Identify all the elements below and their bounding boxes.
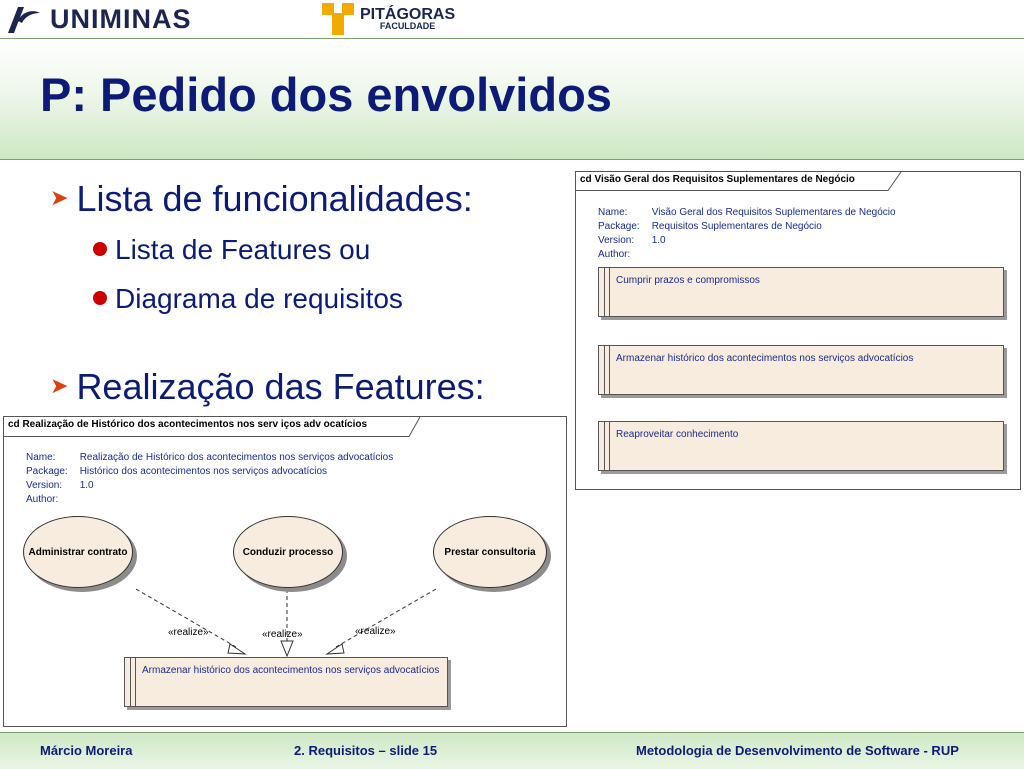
meta-key: Author: [598,249,631,260]
footer-course: Metodologia de Desenvolvimento de Software - RUP [636,743,959,758]
pitagoras-name: PITÁGORAS [360,6,456,23]
page-title: P: Pedido dos envolvidos [40,68,612,121]
meta-value: 1.0 [651,235,666,246]
requirements-diagram [575,171,1021,490]
arrow-bullet-icon: ➤ [50,185,69,210]
uniminas-emblem-icon [4,3,44,35]
meta-key: Name: [598,207,628,218]
footer-slide-number: 2. Requisitos – slide 15 [294,743,438,758]
logo-strip [0,0,1024,38]
requirement-text: Armazenar histórico dos acontecimentos nos serviços advocatícios [616,353,914,364]
title-band [0,38,1024,160]
requirement-box [598,345,1004,395]
meta-value: Requisitos Suplementares de Negócio [651,221,822,232]
use-case-administrar-contrato: Administrar contrato [23,516,133,588]
arrow-bullet-icon: ➤ [50,373,69,398]
requirement-box [598,421,1004,471]
sub-bullet-text: Lista de Features ou [115,234,371,265]
sub-bullet-text: Diagrama de requisitos [115,283,403,314]
meta-key: Version: [598,235,635,246]
footer-bar [0,732,1024,769]
requirement-box [598,267,1004,317]
dot-bullet-icon [93,242,107,256]
bullet-text: Realização das Features: [76,366,485,407]
diagram-metadata [26,451,405,507]
meta-key: Package: [26,466,68,477]
meta-value: Visão Geral dos Requisitos Suplementares de Negócio [651,207,896,218]
uniminas-logo [4,2,192,36]
meta-key: Name: [26,452,56,463]
pitagoras-emblem-icon [320,1,356,37]
meta-key: Package: [598,221,640,232]
meta-key: Author: [26,494,59,505]
meta-value [652,248,908,262]
bullet-text: Lista de funcionalidades: [76,178,473,219]
sub-bullet-requirements [93,283,403,315]
diagram-tab-label: cd Visão Geral dos Requisitos Suplementares de Negócio [580,174,855,185]
diagram-metadata [598,206,908,262]
pitagoras-subtitle: FACULDADE [379,21,436,31]
realization-diagram [3,416,567,727]
meta-value [80,493,406,507]
uniminas-text: UNIMINAS [50,3,192,34]
diagram-tab-label: cd Realização de Histórico dos acontecimentos nos serv iços adv ocatícios [8,419,368,430]
realize-label: «realize» [262,629,303,640]
realize-label: «realize» [168,627,209,638]
meta-value: Realização de Histórico dos acontecimentos nos serviços advocatícios [79,452,394,463]
meta-value: 1.0 [79,480,94,491]
meta-key: Version: [26,480,63,491]
requirement-text: Cumprir prazos e compromissos [616,275,760,286]
bullet-functionalities [50,178,473,220]
bullet-realization [50,366,485,408]
requirement-text: Armazenar histórico dos acontecimentos nos serviços advocatícios [142,665,440,676]
realize-label: «realize» [355,626,396,637]
dot-bullet-icon [93,291,107,305]
use-case-conduzir-processo: Conduzir processo [233,516,343,588]
pitagoras-logo [320,0,455,38]
sub-bullet-features [93,234,370,266]
meta-value: Histórico dos acontecimentos nos serviços advocatícios [79,466,328,477]
requirement-text: Reaproveitar conhecimento [616,429,739,440]
footer-author: Márcio Moreira [40,743,133,758]
requirement-box [124,657,448,707]
use-case-prestar-consultoria: Prestar consultoria [433,516,547,588]
